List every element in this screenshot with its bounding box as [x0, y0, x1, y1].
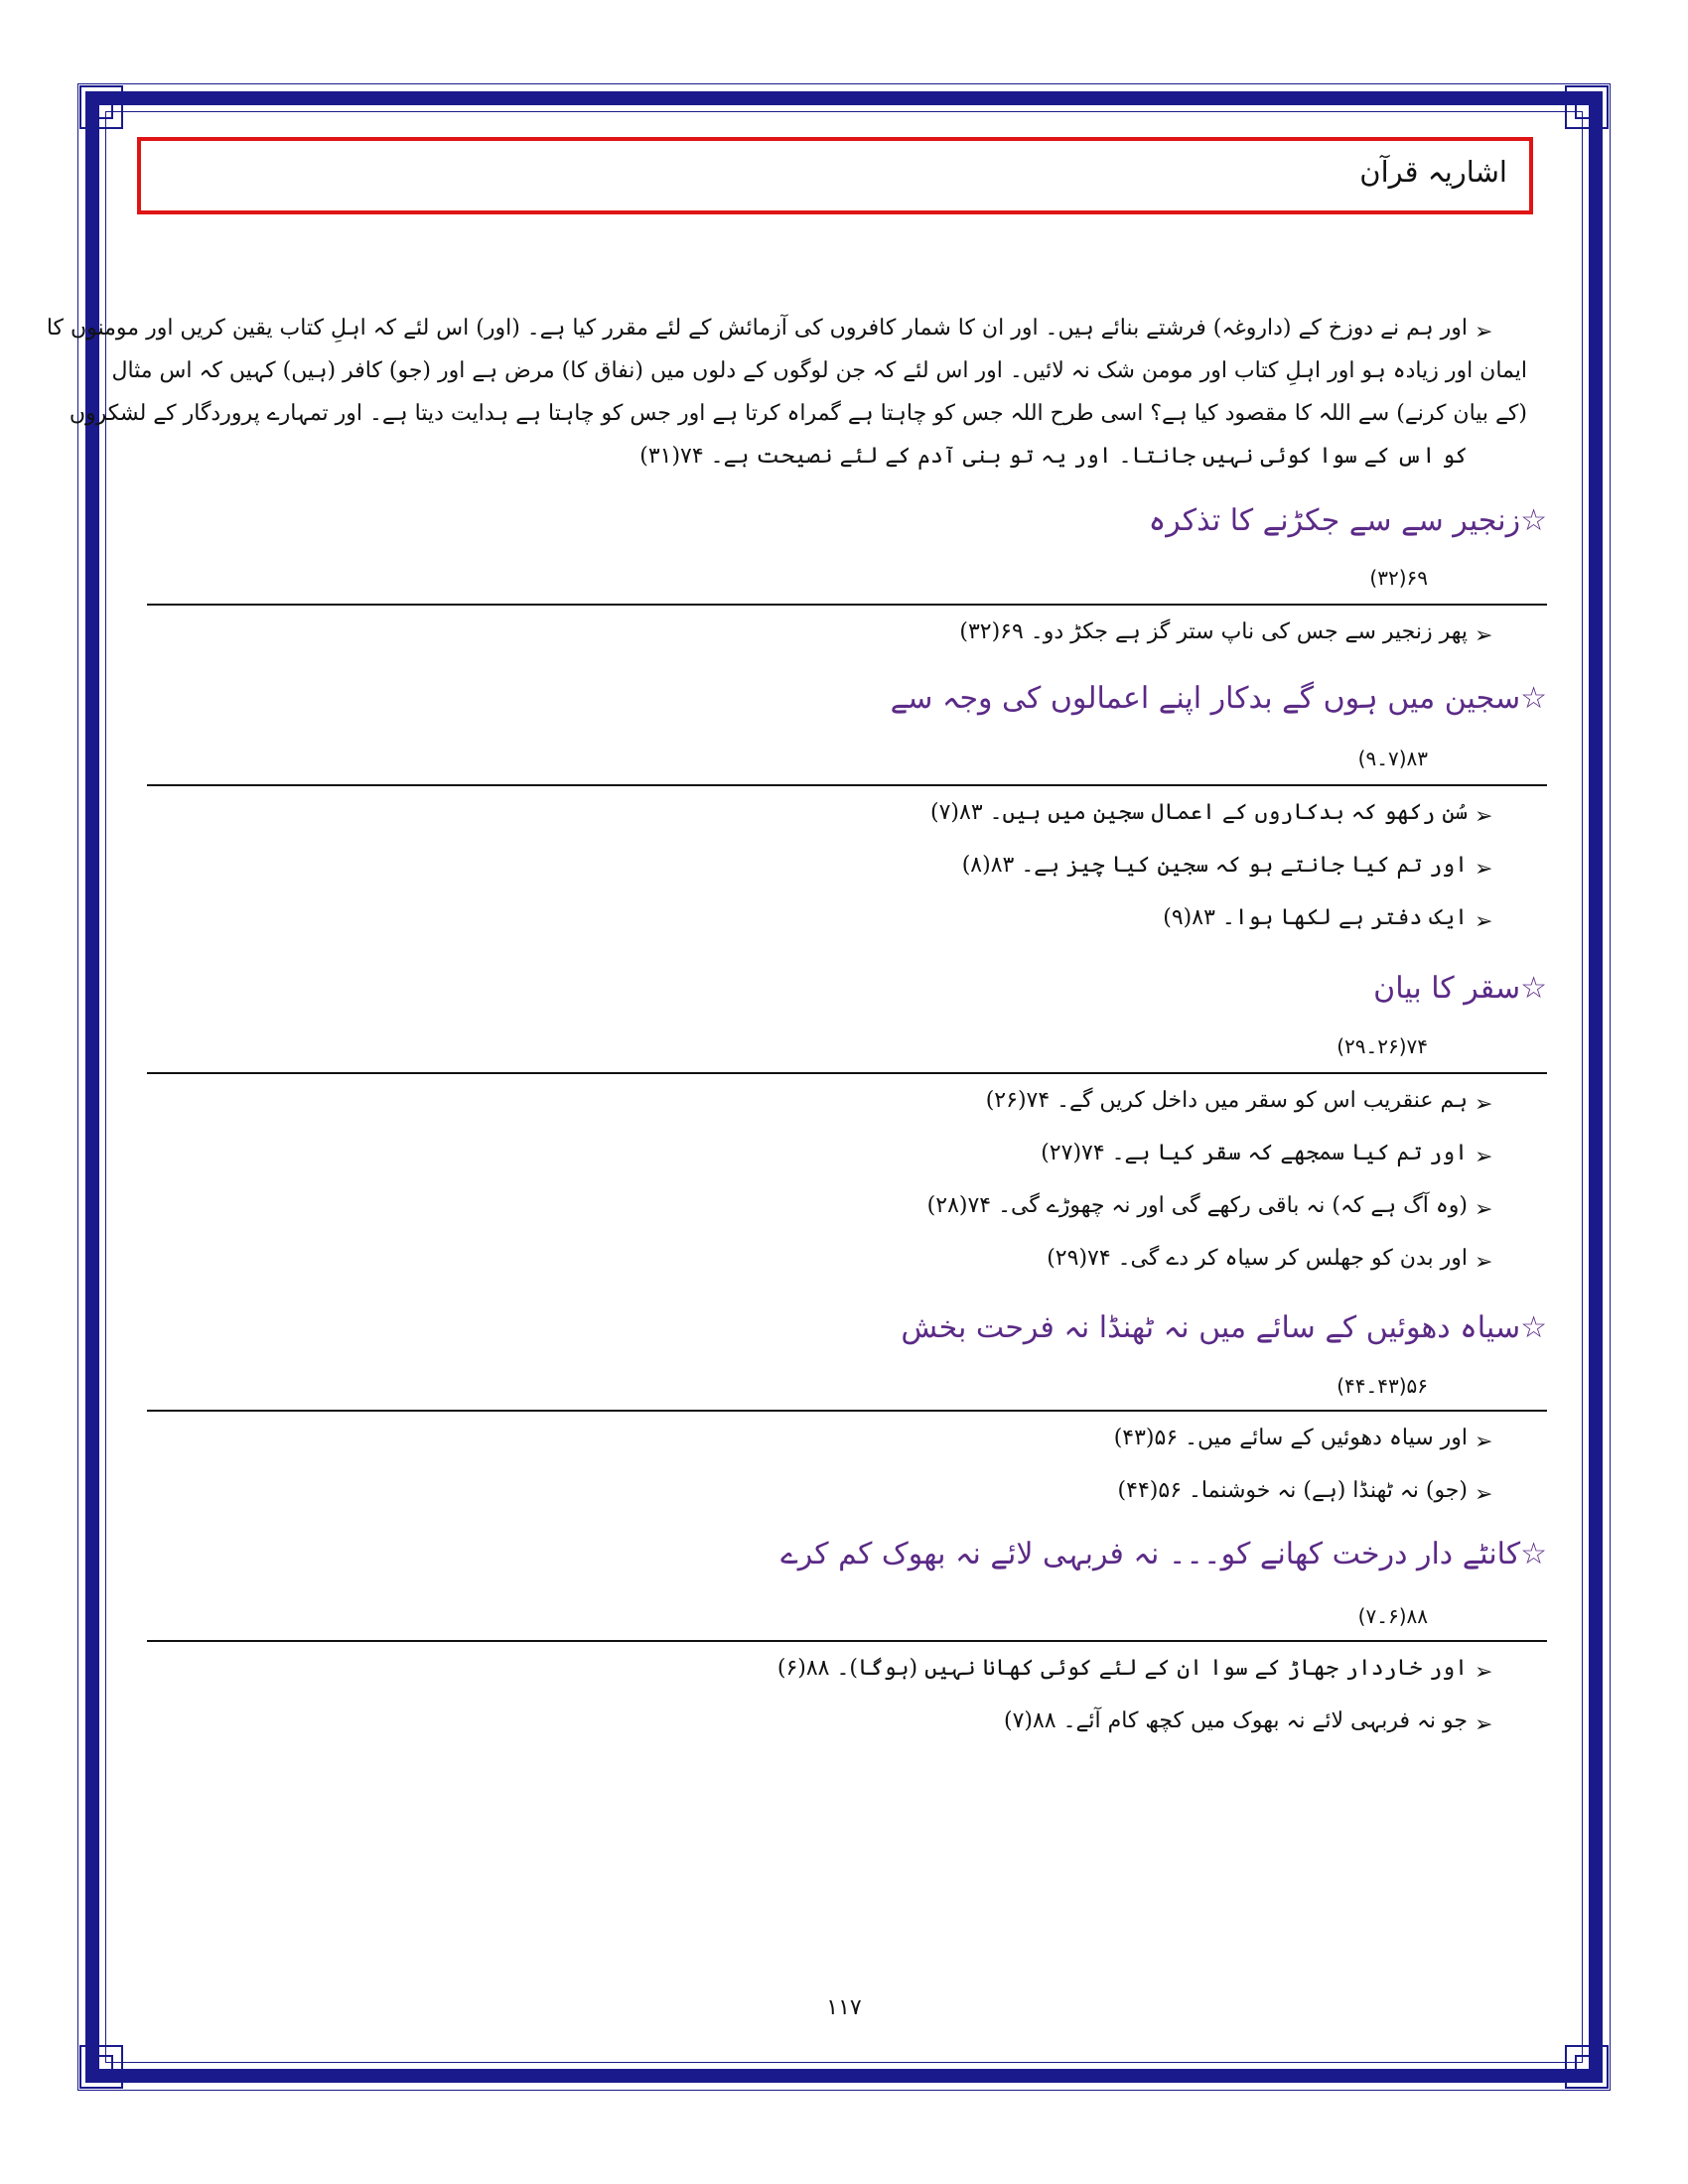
- section-divider: [147, 1072, 1547, 1074]
- list-item: (جو) نہ ٹھنڈا (ہے) نہ خوشنما۔ ۵۶(۴۴): [1117, 1478, 1468, 1503]
- list-item: سُن رکھو کہ بدکاروں کے اعمال سجین میں ہیں۔ ۸۳(۷): [930, 800, 1468, 825]
- section-reference: ۵۶(۴۳۔۴۴): [1336, 1374, 1428, 1398]
- intro-line: اور ہم نے دوزخ کے (داروغہ) فرشتے بنائے ہیں۔ اور ان کا شمار کافروں کی آزمائش کے لئے مقرر کیا ہے۔ (اور) اس لئے کہ اہلِ کتاب یقین کریں اور مومنوں کا: [46, 316, 1468, 341]
- corner-ornament-top-left: [79, 85, 123, 129]
- bullet-arrow-icon: ➢: [1475, 1092, 1493, 1117]
- bullet-arrow-icon: ➢: [1475, 857, 1493, 882]
- section-reference: ۸۳(۷۔۹): [1357, 747, 1428, 770]
- section-reference: ۸۸(۶۔۷): [1357, 1604, 1428, 1628]
- list-item: اور بدن کو جھلس کر سیاہ کر دے گی۔ ۷۴(۲۹): [1047, 1246, 1468, 1271]
- section-divider: [147, 604, 1547, 606]
- intro-line: (کے بیان کرنے) سے اللہ کا مقصود کیا ہے؟ اسی طرح اللہ جس کو چاہتا ہے گمراہ کرتا ہے اور جس کو چاہتا ہے ہدایت دیتا ہے۔ اور تمہارے پروردگار کے لشکروں: [69, 401, 1527, 426]
- list-item: ہم عنقریب اس کو سقر میں داخل کریں گے۔ ۷۴(۲۶): [985, 1088, 1468, 1113]
- section-heading: ☆کانٹے دار درخت کھانے کو۔۔۔ نہ فربہی لائے نہ بھوک کم کرے: [780, 1537, 1547, 1571]
- bullet-arrow-icon: ➢: [1475, 623, 1493, 648]
- section-heading: ☆سجین میں ہوں گے بدکار اپنے اعمالوں کی وجہ سے: [890, 681, 1547, 716]
- section-heading: ☆زنجیر سے سے جکڑنے کا تذکرہ: [1148, 503, 1547, 538]
- section-reference: ۷۴(۲۶۔۲۹): [1336, 1034, 1428, 1058]
- page-title: اشاریہ قرآن: [1359, 155, 1507, 189]
- list-item: جو نہ فربہی لائے نہ بھوک میں کچھ کام آئے۔ ۸۸(۷): [1003, 1708, 1468, 1733]
- bullet-arrow-icon: ➢: [1475, 1430, 1493, 1454]
- list-item: پھر زنجیر سے جس کی ناپ ستر گز ہے جکڑ دو۔ ۶۹(۳۲): [959, 619, 1468, 644]
- intro-line: ایمان اور زیادہ ہو اور اہلِ کتاب اور مومن شک نہ لائیں۔ اور اس لئے کہ جن لوگوں کے دلوں میں (نفاق کا) مرض ہے اور (جو) کافر (ہیں) کہیں کہ اس مثال: [111, 358, 1527, 383]
- section-heading: ☆سیاہ دھوئیں کے سائے میں نہ ٹھنڈا نہ فرحت بخش: [901, 1310, 1547, 1345]
- bullet-arrow-icon: ➢: [1475, 1660, 1493, 1685]
- header-box: [137, 137, 1533, 214]
- section-divider: [147, 1410, 1547, 1412]
- bullet-arrow-icon: ➢: [1475, 1145, 1493, 1169]
- bullet-arrow-icon: ➢: [1475, 1482, 1493, 1507]
- section-reference: ۶۹(۳۲): [1369, 566, 1428, 590]
- corner-ornament-bottom-left: [79, 2045, 123, 2089]
- list-item: اور سیاہ دھوئیں کے سائے میں۔ ۵۶(۴۳): [1113, 1426, 1468, 1450]
- bullet-arrow-icon: ➢: [1475, 909, 1493, 934]
- corner-ornament-top-right: [1565, 85, 1609, 129]
- list-item: اور تم کیا سمجھے کہ سقر کیا ہے۔ ۷۴(۲۷): [1041, 1141, 1468, 1165]
- corner-ornament-bottom-right: [1565, 2045, 1609, 2089]
- bullet-arrow-icon: ➢: [1475, 1197, 1493, 1222]
- list-item: (وہ آگ ہے کہ) نہ باقی رکھے گی اور نہ چھوڑے گی۔ ۷۴(۲۸): [926, 1193, 1468, 1218]
- bullet-arrow-icon: ➢: [1475, 1250, 1493, 1275]
- section-divider: [147, 784, 1547, 786]
- list-item: اور تم کیا جانتے ہو کہ سجین کیا چیز ہے۔ ۸۳(۸): [961, 853, 1468, 878]
- bullet-arrow-icon: ➢: [1475, 1712, 1493, 1737]
- intro-line: کو اس کے سوا کوئی نہیں جانتا۔ اور یہ تو بنی آدم کے لئے نصیحت ہے۔ ۷۴(۳۱): [639, 444, 1468, 469]
- section-heading: ☆سقر کا بیان: [1373, 971, 1547, 1006]
- list-item: اور خاردار جھاڑ کے سوا ان کے لئے کوئی کھانا نہیں (ہوگا)۔ ۸۸(۶): [776, 1656, 1468, 1681]
- bullet-arrow-icon: ➢: [1475, 320, 1493, 344]
- bullet-arrow-icon: ➢: [1475, 804, 1493, 829]
- list-item: ایک دفتر ہے لکھا ہوا۔ ۸۳(۹): [1163, 905, 1468, 930]
- page-number: ۱۱۷: [826, 1995, 862, 2020]
- section-divider: [147, 1640, 1547, 1642]
